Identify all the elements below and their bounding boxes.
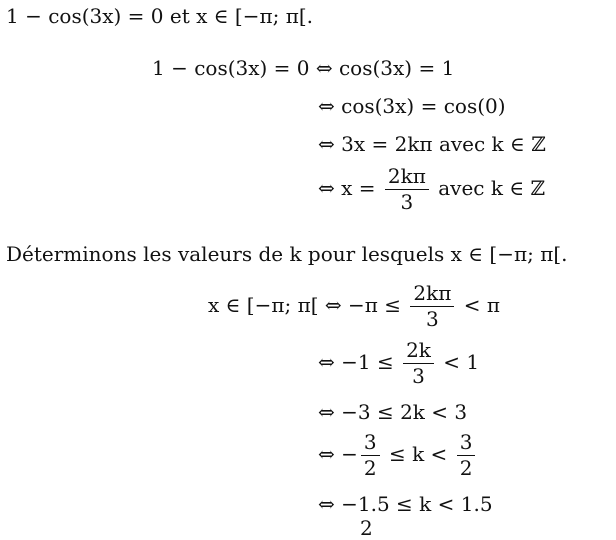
fraction-3-over-2-b	[457, 432, 476, 479]
bounds-line-2-prefix: ⇔ −1 ≤	[318, 350, 401, 374]
bounds-line-6-partial	[360, 516, 373, 540]
solve-line-1	[152, 58, 454, 78]
fraction-denominator: 2	[459, 456, 473, 480]
fraction-denominator: 3	[412, 364, 425, 388]
solve-line-1-rhs: cos(3x) = 1	[338, 56, 455, 80]
fraction-denominator: 3	[400, 190, 414, 214]
bounds-line-1	[208, 283, 500, 330]
solve-line-3	[318, 134, 546, 154]
bounds-line-3	[318, 402, 467, 422]
solve-line-1-lhs: 1 − cos(3x) = 0 ⇔	[152, 56, 339, 80]
fraction-3-over-2-a	[361, 432, 380, 479]
bounds-line-4	[318, 432, 478, 479]
fraction-numerator: 3	[457, 432, 476, 456]
fraction-2kpi-over-3-b	[410, 283, 454, 330]
bounds-line-5-text: ⇔ −1.5 ≤ k < 1.5	[318, 492, 493, 516]
bounds-line-1-rhs: < π	[457, 293, 501, 317]
fraction-numerator: 2kπ	[410, 283, 454, 307]
fraction-2k-over-3	[403, 340, 434, 387]
solve-line-2	[318, 96, 506, 116]
solve-line-3-text: ⇔ 3x = 2kπ avec k ∈ ℤ	[318, 132, 546, 156]
fraction-numerator: 2k	[403, 340, 434, 364]
solve-line-4-prefix: ⇔ x =	[318, 176, 382, 200]
paragraph-text: Déterminons les valeurs de k pour lesquels x ∈ [−π; π[.	[6, 242, 568, 266]
fraction-numerator: 2kπ	[385, 166, 429, 190]
bounds-line-5	[318, 494, 493, 514]
bounds-line-4-prefix: ⇔ −	[318, 442, 358, 466]
problem-statement	[6, 6, 313, 26]
fraction-denominator: 3	[426, 307, 439, 331]
solve-line-2-text: ⇔ cos(3x) = cos(0)	[318, 94, 506, 118]
fraction-denominator: 2	[363, 456, 377, 480]
bounds-line-2	[318, 340, 479, 387]
solve-line-4	[318, 166, 545, 213]
fraction-numerator: 3	[361, 432, 380, 456]
fraction-2kpi-over-3	[385, 166, 429, 213]
bounds-line-2-rhs: < 1	[436, 350, 480, 374]
bounds-line-3-text: ⇔ −3 ≤ 2k < 3	[318, 400, 468, 424]
explanatory-paragraph	[6, 244, 568, 264]
bounds-line-1-lhs: x ∈ [−π; π[ ⇔ −π ≤	[208, 293, 408, 317]
bounds-line-6-partial-text: 2	[360, 516, 373, 540]
bounds-line-4-mid: ≤ k <	[382, 442, 454, 466]
problem-statement-text: 1 − cos(3x) = 0 et x ∈ [−π; π[.	[6, 4, 314, 28]
solve-line-4-suffix: avec k ∈ ℤ	[431, 176, 546, 200]
